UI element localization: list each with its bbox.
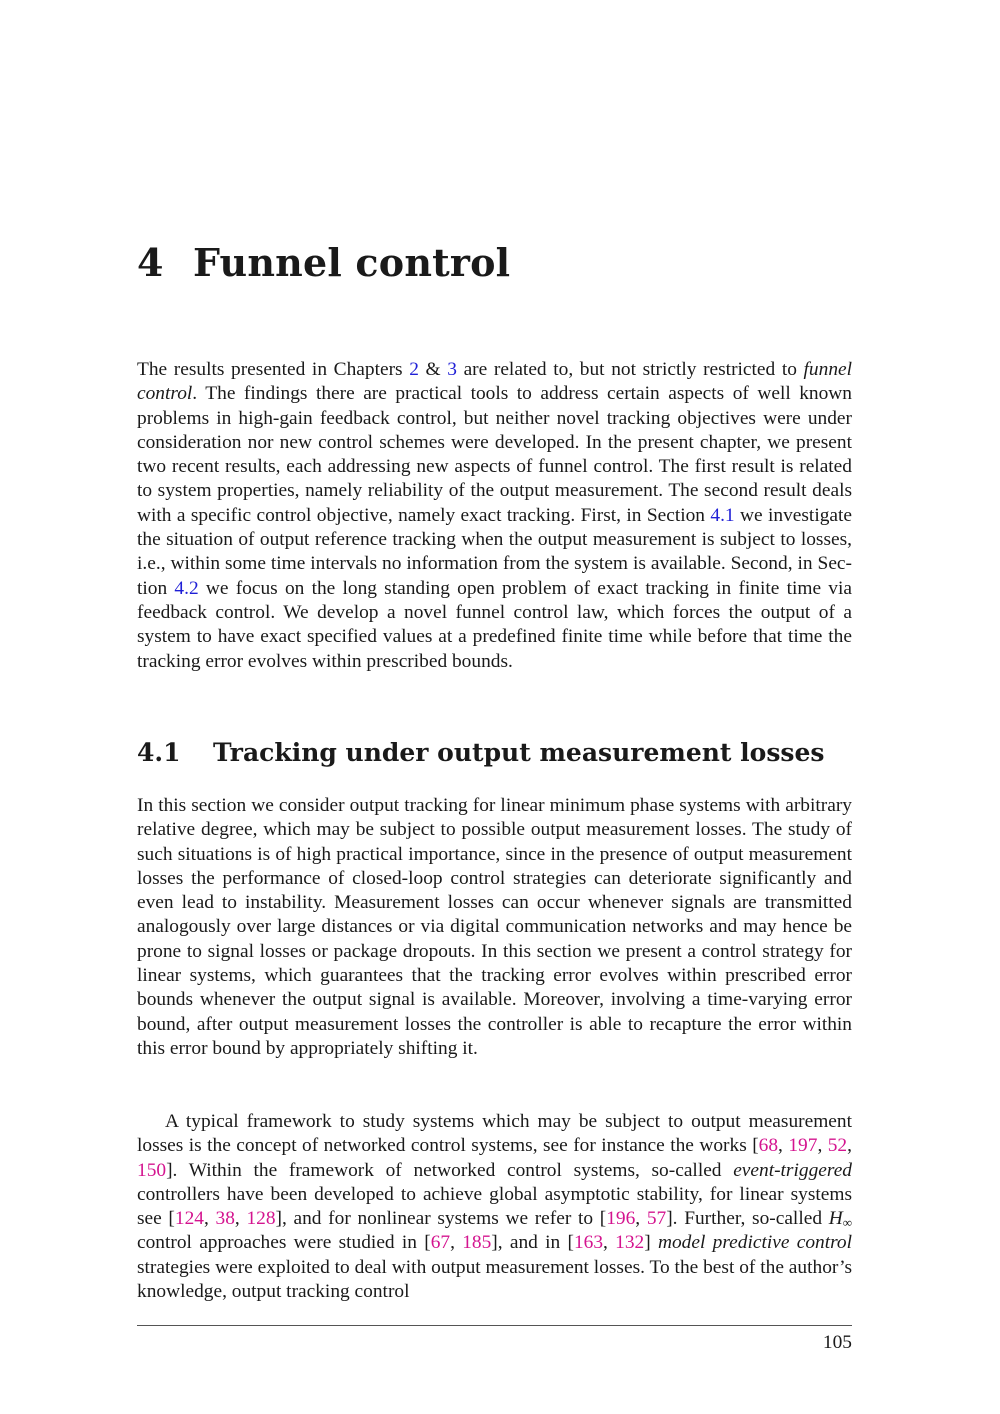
text-run: ]. Further, so-called [666, 1208, 829, 1230]
text-run: ], and in [ [491, 1232, 574, 1254]
citation-link[interactable]: 128 [246, 1208, 276, 1230]
citation-link[interactable]: 38 [215, 1208, 235, 1230]
emphasis-term: event-triggered [733, 1159, 852, 1181]
text-run: A typical framework to study systems which may be subject to output measurement losses is the concept of networked control systems, see for instance the works [ [137, 1111, 852, 1157]
citation-link[interactable]: 163 [573, 1232, 604, 1254]
math-subscript: ∞ [842, 1215, 852, 1231]
section-number: 4.1 [137, 738, 181, 767]
citation-link[interactable]: 68 [758, 1135, 779, 1157]
citation-link[interactable]: 185 [462, 1232, 492, 1254]
text-run: ] [644, 1232, 658, 1254]
page-number: 105 [822, 1332, 852, 1353]
citation-link[interactable]: 52 [827, 1135, 848, 1157]
section-ref-link[interactable]: 4.1 [710, 504, 735, 526]
text-run: we investigate the situation of output reference tracking when the output measurement is subject to losses, i.e., within some time intervals no information from the system is available. Second, in Section [137, 504, 853, 599]
section-heading [137, 738, 824, 767]
intro-paragraph [137, 358, 852, 674]
chapter-ref-link[interactable]: 2 [409, 359, 419, 380]
citation-link[interactable]: 57 [646, 1208, 667, 1230]
text-run: strategies were exploited to deal with output measurement losses. To the best of the author’s knowledge, output tracking control [137, 1256, 852, 1303]
math-h-infinity [829, 1208, 852, 1229]
text-run: & [418, 359, 448, 380]
text-run: control approaches were studied in [ [137, 1232, 431, 1254]
text-run: The results presented in Chapters [137, 359, 410, 380]
citation-link[interactable]: 67 [430, 1232, 451, 1254]
footer-divider [137, 1325, 852, 1326]
section-ref-link[interactable]: 4.2 [174, 577, 199, 599]
text-run: ], and for nonlinear systems we refer to [ [275, 1208, 607, 1230]
citation-link[interactable]: 132 [615, 1232, 645, 1254]
emphasis-term: funnel control [137, 359, 853, 405]
text-run: . The findings there are practical tools to address certain aspects of well known problems in high-gain feedback control, but neither novel tracking objectives were under consideration nor new control schemes were developed. In the present chapter, we present two recent results, each addressing new aspects of funnel control. The first result is related to system properties, namely reliability of the output measurement. The second result deals with a specific control objective, namely exact tracking. First, in Section [137, 383, 852, 526]
citation-link[interactable]: 196 [606, 1208, 636, 1230]
body-paragraph: A typical framework to study systems which may be subject to output measurement losses is the concept of networked control systems, see for instance the works [68, 197, 52, 150]. Within the framework of networked control systems, so-called event-triggered controllers have been developed to achieve global asymptotic stability, for linear systems see [124, 38, 128], and for nonlinear systems we refer to [196, 57]. Further, so-called $H_\infty$ control approaches were studied in [67, 185], and in [163, 132] model predictive control strategies were exploited to deal with output measurement losses. To the best of the author’s knowledge, output tracking control [137, 1111, 852, 1303]
citation-link[interactable]: 124 [174, 1208, 204, 1230]
chapter-title: Funnel control [193, 240, 511, 285]
text-run: are related to, but not strictly restricted to [456, 359, 804, 380]
citation-link[interactable]: 197 [788, 1135, 818, 1157]
text-run: we focus on the long standing open problem of exact tracking in finite time via feedback control. We develop a novel funnel control law, which forces the output of a system to have exact specified values at a predefined finite time while before that time the tracking error evolves within prescribed bounds. [137, 577, 852, 672]
chapter-ref-link[interactable]: 3 [447, 359, 457, 380]
chapter-number: 4 [137, 240, 164, 285]
section-title: Tracking under output measurement losses [213, 738, 825, 767]
emphasis-term: model predictive control [657, 1232, 852, 1254]
math-symbol: H [828, 1208, 843, 1230]
chapter-heading [137, 240, 510, 285]
body-paragraph: In this section we consider output tracking for linear minimum phase systems with arbitrary relative degree, which may be subject to possible output measurement losses. The study of such situations is of high practical importance, since in the presence of output measurement losses the performance of closed-loop control strategies can deteriorate significantly and even lead to instability. Measurement losses can occur whenever signals are transmitted analogously over large distances or via digital communication networks and may hence be prone to signal losses or package dropouts. In this section we present a control strategy for linear systems, which guarantees that the tracking error evolves within prescribed error bounds whenever the output signal is available. Moreover, involving a time-varying error bound, after output measurement losses the controller is able to recapture the error within this error bound by appropriately shifting it. [137, 795, 852, 1059]
text-run: ]. Within the framework of networked control systems, so-called [166, 1159, 734, 1181]
citation-link[interactable]: 150 [137, 1159, 167, 1181]
text-run: controllers have been developed to achieve global asymptotic stability, for linear systems see [ [137, 1183, 852, 1230]
